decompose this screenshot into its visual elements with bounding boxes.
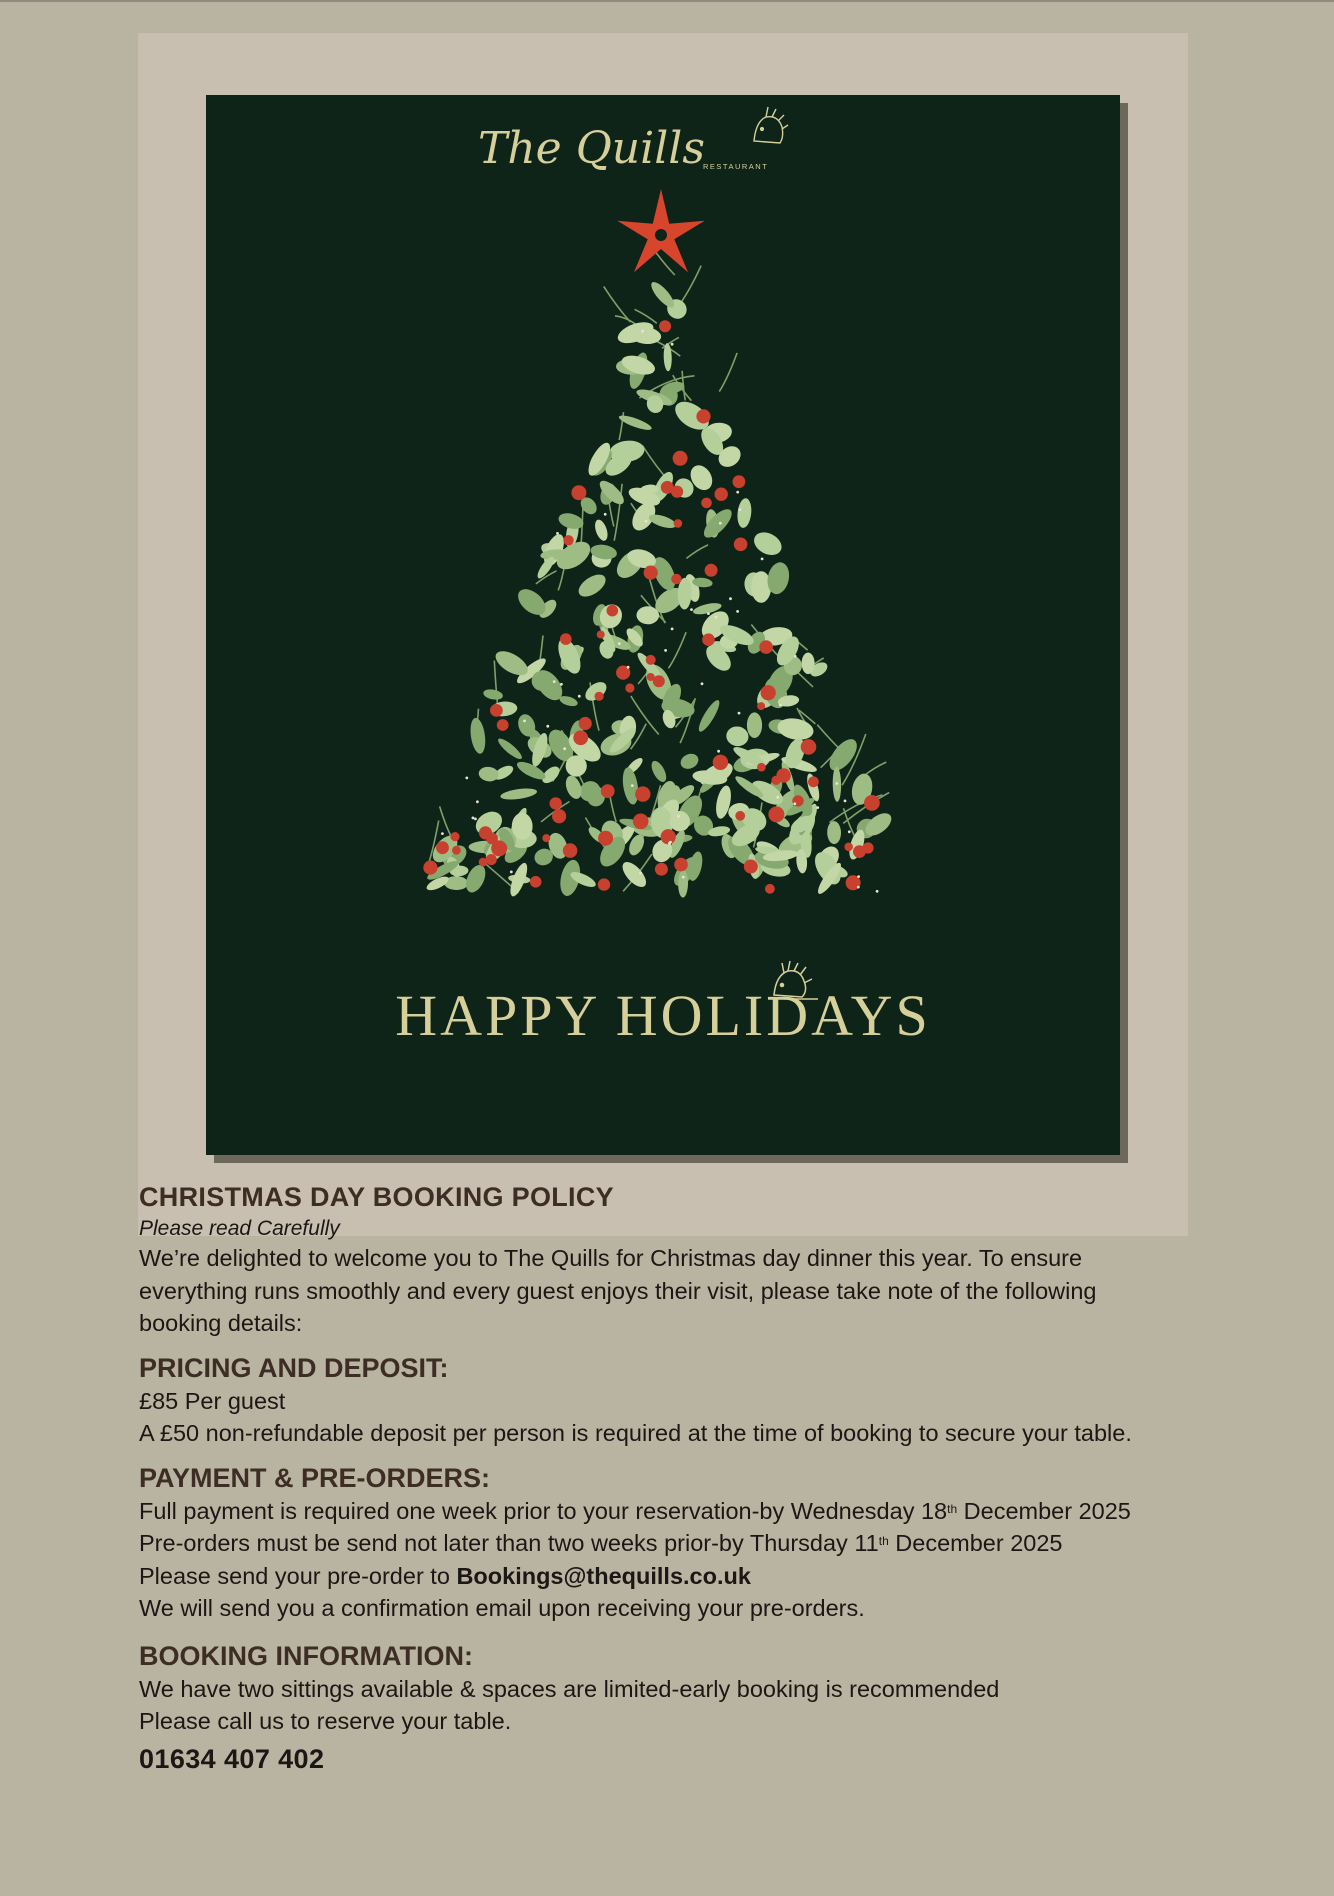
tree-snow-dot <box>671 343 674 346</box>
tree-snow-dot <box>546 725 549 728</box>
tree-snow-dot <box>472 817 475 820</box>
tree-snow-dot <box>474 818 477 821</box>
tree-berry <box>601 784 615 798</box>
tree-berry <box>661 829 676 844</box>
tree-berry <box>607 605 619 617</box>
tree-berry <box>625 683 634 692</box>
tree-leaf <box>462 862 489 895</box>
tree-berry <box>595 692 604 701</box>
tree-snow-dot <box>793 802 796 805</box>
sittings-note: We have two sittings available & spaces are limited-early booking is recommended <box>139 1675 1000 1702</box>
tree-snow-dot <box>876 890 879 893</box>
policy-intro: We’re delighted to welcome you to The Quills for Christmas day dinner this year. To ensure everything runs smoothly and every guest enjoys their visit, please take note of the following booking details: <box>139 1245 1097 1336</box>
tree-berry <box>490 704 503 717</box>
preorder-deadline-text: Pre-orders must be send not later than two weeks prior-by Thursday 11 <box>139 1530 879 1556</box>
tree-berry <box>735 811 745 821</box>
tree-berry <box>705 564 718 577</box>
tree-berry <box>844 843 853 852</box>
logo-script: The Quills <box>478 123 705 174</box>
preorder-email-label: Please send your pre-order to <box>139 1562 457 1589</box>
tree-berry <box>744 860 758 874</box>
tree-berry <box>550 797 562 809</box>
payment-deadline-ordinal: th <box>947 1501 958 1516</box>
tree-snow-dot <box>739 508 742 511</box>
tree-berry <box>702 633 715 646</box>
tree-berry <box>696 409 710 423</box>
tree-berry <box>757 702 765 710</box>
tree-leaf <box>582 678 610 704</box>
tree-stem <box>494 661 498 708</box>
tree-berry <box>771 776 780 785</box>
tree-snow-dot <box>794 655 797 658</box>
payment-deadline <box>139 1495 1199 1528</box>
booking-heading: BOOKING INFORMATION: <box>139 1640 473 1671</box>
tree-snow-dot <box>556 532 559 535</box>
tree-snow-dot <box>701 682 704 685</box>
tree-leaf <box>750 528 785 560</box>
happy-holidays-heading: HAPPY HOLIDAYS <box>395 983 931 1048</box>
tree-snow-dot <box>690 608 693 611</box>
tree-leaf <box>747 712 762 738</box>
tree-berry <box>542 834 550 842</box>
tree-leaf <box>478 766 500 783</box>
tree-snow-dot <box>857 875 860 878</box>
tree-leaf <box>593 518 610 542</box>
tree-berry <box>633 814 649 830</box>
tree-leaf <box>648 279 678 311</box>
tree-berry <box>853 845 866 858</box>
tree-berry <box>646 655 656 665</box>
tree-berry <box>674 519 683 528</box>
tree-leaf <box>496 736 525 762</box>
tree-snow-dot <box>707 612 710 615</box>
tree-berry <box>733 475 746 488</box>
tree-snow-dot <box>729 597 732 600</box>
tree-snow-dot <box>639 872 642 875</box>
holiday-card <box>206 95 1120 1155</box>
tree-snow-dot <box>844 800 847 803</box>
tree-snow-dot <box>645 520 648 523</box>
tree-berry <box>423 861 437 875</box>
tree-leaf <box>515 758 548 782</box>
tree-berry <box>653 675 665 687</box>
tree-leaf <box>596 477 627 508</box>
tree-berry <box>661 481 674 494</box>
tree-berry <box>479 826 492 839</box>
tree-berry <box>759 640 773 654</box>
tree-leaf <box>575 570 610 601</box>
tree-berry <box>644 566 658 580</box>
tree-berry <box>552 809 566 823</box>
tree-snow-dot <box>857 886 860 889</box>
tree-snow-dot <box>677 815 680 818</box>
tree-stem <box>662 337 679 348</box>
tree-snow-dot <box>553 680 556 683</box>
tree-snow-dot <box>627 666 630 669</box>
tree-leaf <box>700 505 737 542</box>
tree-berry <box>765 884 775 894</box>
tree-berry <box>573 730 588 745</box>
tree-berry <box>768 806 784 822</box>
tree-berry <box>560 633 572 645</box>
booking-email-link[interactable]: Bookings@thequills.co.uk <box>456 1562 751 1589</box>
pricing-heading: PRICING AND DEPOSIT: <box>139 1352 449 1383</box>
tree-snow-dot <box>736 491 739 494</box>
tree-berry <box>801 739 817 755</box>
tree-stem <box>610 793 617 822</box>
policy-title: CHRISTMAS DAY BOOKING POLICY <box>139 1182 614 1212</box>
tree-berry <box>598 831 613 846</box>
preorder-deadline <box>139 1527 1199 1560</box>
tree-leaf <box>482 688 503 701</box>
tree-berry <box>530 876 542 888</box>
tree-leaf <box>827 821 841 844</box>
tree-stem <box>719 353 737 392</box>
tree-snow-dot <box>510 871 513 874</box>
booking-policy <box>139 1180 1199 1778</box>
tree-berry <box>808 776 819 787</box>
tree-snow-dot <box>671 628 674 631</box>
tree-snow-dot <box>664 649 667 652</box>
tree-snow-dot <box>641 330 644 333</box>
christmas-tree-illustration <box>206 95 1120 1155</box>
payment-heading: PAYMENT & PRE-ORDERS: <box>139 1462 491 1493</box>
tree-snow-dot <box>738 712 741 715</box>
preorder-deadline-ordinal: th <box>878 1534 889 1548</box>
tree-berry <box>655 863 668 876</box>
tree-berry <box>757 763 766 772</box>
tree-stem <box>864 762 886 776</box>
tree-berry <box>450 832 459 841</box>
tree-snow-dot <box>476 800 479 803</box>
tree-berry <box>673 451 688 466</box>
tree-snow-dot <box>717 750 720 753</box>
tree-berry <box>571 485 586 500</box>
tree-berry <box>674 858 688 872</box>
tree-leaf <box>468 717 487 755</box>
tree-berry <box>497 719 509 731</box>
tree-snow-dot <box>848 830 851 833</box>
tree-berry <box>635 786 650 801</box>
phone-number[interactable]: 01634 407 402 <box>139 1743 325 1774</box>
price-per-guest: £85 Per guest <box>139 1387 286 1414</box>
tree-berry <box>563 843 578 858</box>
confirmation-note: We will send you a confirmation email upon receiving your pre-orders. <box>139 1595 865 1621</box>
tree-berry <box>563 535 573 545</box>
tree-snow-dot <box>682 876 685 879</box>
tree-berry <box>597 631 605 639</box>
logo-subtitle: RESTAURANT <box>703 162 769 171</box>
tree-berry <box>491 840 507 856</box>
tree-leaf <box>725 725 750 748</box>
tree-snow-dot <box>563 747 566 750</box>
tree-leaf <box>649 759 670 785</box>
payment-deadline-date: December 2025 <box>957 1497 1131 1524</box>
tree-leaf <box>557 511 586 532</box>
tree-stem <box>686 545 708 559</box>
tree-snow-dot <box>578 695 581 698</box>
tree-leaf <box>500 787 538 802</box>
tree-leaf <box>736 498 753 529</box>
tree-leaves <box>425 251 896 899</box>
tree-snow-dot <box>736 610 739 613</box>
tree-snow-dot <box>719 522 722 525</box>
tree-stem <box>635 309 657 323</box>
tree-leaf <box>678 751 701 772</box>
tree-berry <box>761 685 776 700</box>
tree-snow-dot <box>779 704 782 707</box>
deposit-text: A £50 non-refundable deposit per person is required at the time of booking to secure your table. <box>139 1420 1132 1446</box>
call-to-reserve: Please call us to reserve your table. <box>139 1708 512 1734</box>
tree-berry <box>715 488 728 501</box>
preorder-email-line <box>139 1560 1199 1593</box>
tree-leaf <box>802 653 815 675</box>
tree-snow-dot <box>715 616 718 619</box>
tree-leaf <box>776 716 815 743</box>
preorder-deadline-date: December 2025 <box>888 1530 1063 1556</box>
tree-snow-dot <box>835 782 838 785</box>
tree-berry <box>701 498 712 509</box>
tree-snow-dot <box>761 558 764 561</box>
tree-berry <box>436 841 449 854</box>
tree-snow-dot <box>669 841 672 844</box>
tree-leaf <box>663 343 672 371</box>
tree-leaf <box>824 734 862 775</box>
tree-berry <box>598 878 610 890</box>
payment-deadline-text: Full payment is required one week prior to your reservation-by Wednesday 18 <box>139 1497 948 1524</box>
tree-berry <box>713 755 728 770</box>
tree-berry <box>579 717 592 730</box>
tree-berry <box>864 795 880 811</box>
tree-snow-dot <box>465 777 468 780</box>
tree-snow-dot <box>523 720 526 723</box>
tree-berry <box>659 320 671 332</box>
tree-berry <box>452 846 461 855</box>
tree-snow-dot <box>631 784 634 787</box>
tree-berry <box>486 854 497 865</box>
tree-snow-dot <box>816 806 819 809</box>
tree-snow-dot <box>441 832 444 835</box>
tree-berry <box>734 538 748 552</box>
tree-stem <box>669 632 687 668</box>
top-border <box>0 0 1334 2</box>
tree-snow-dot <box>560 683 563 686</box>
policy-subtitle: Please read Carefully <box>139 1217 340 1240</box>
logo-hedgehog-icon <box>754 107 788 143</box>
tree-berry <box>671 574 681 584</box>
tree-snow-dot <box>776 796 779 799</box>
tree-snow-dot <box>604 513 607 516</box>
tree-leaf <box>696 698 723 734</box>
tree-snow-dot <box>618 642 621 645</box>
